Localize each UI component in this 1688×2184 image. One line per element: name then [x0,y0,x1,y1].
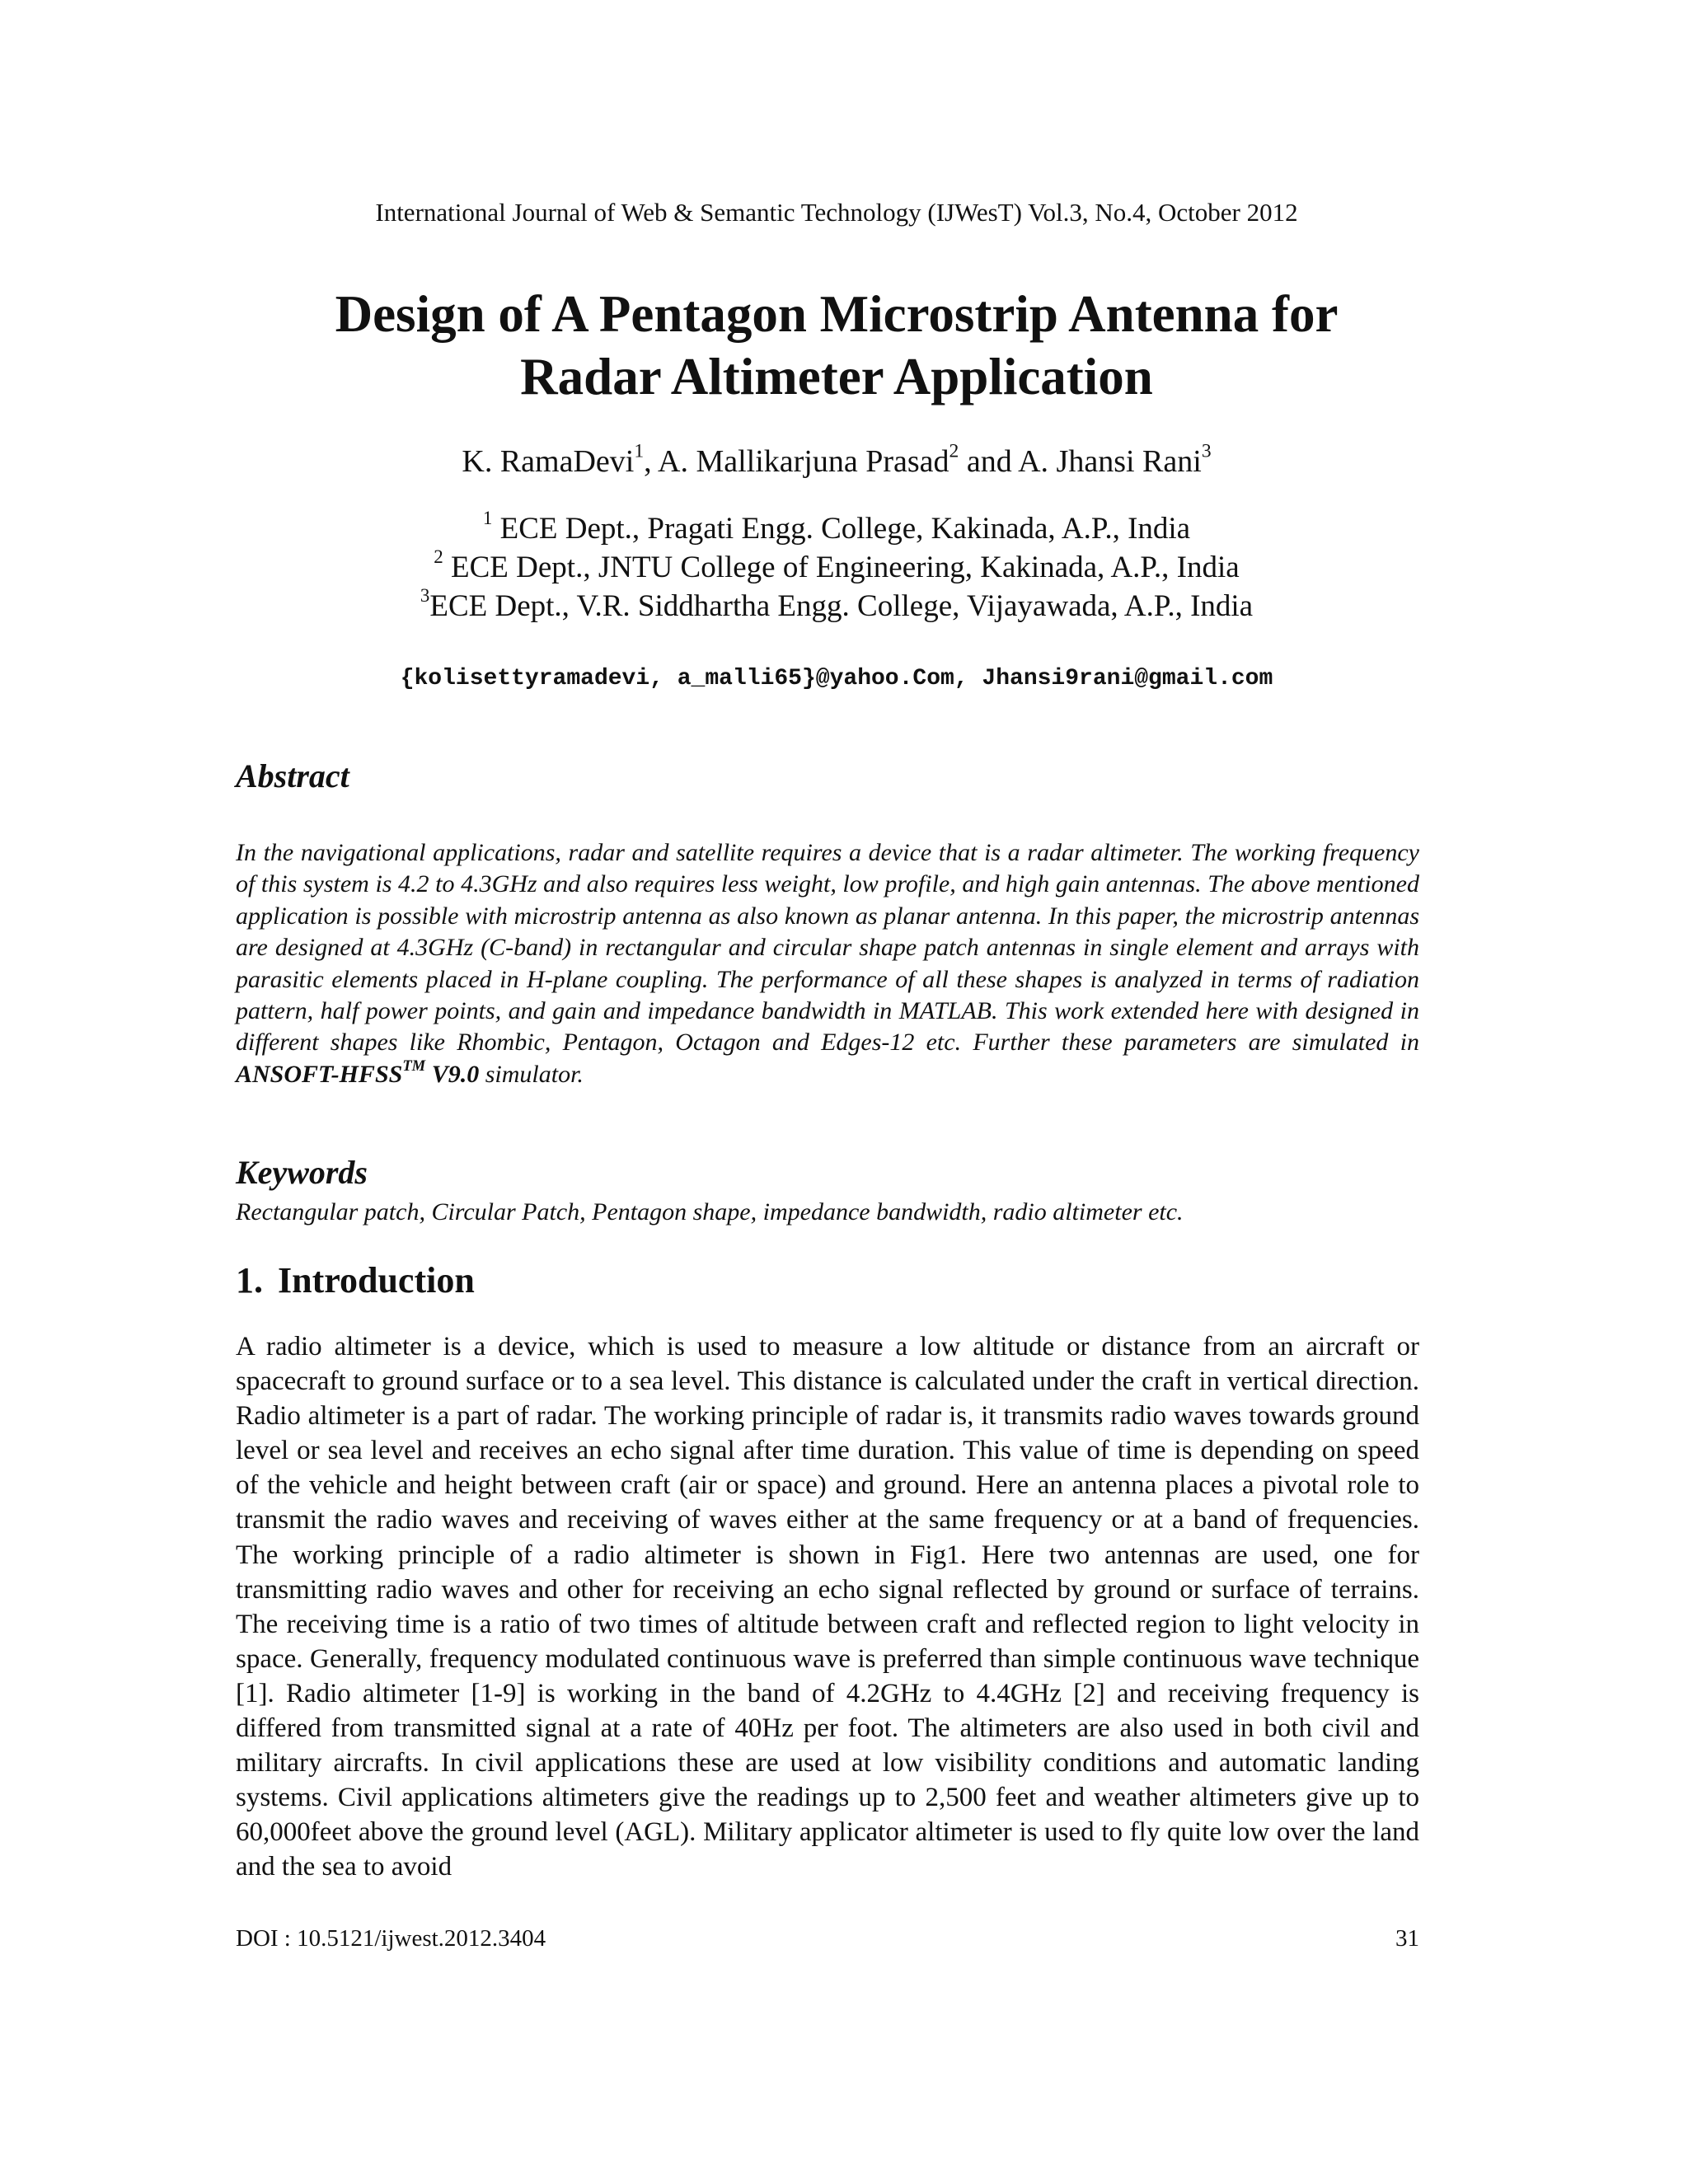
section-heading [236,1259,475,1301]
abstract-tool-name: ANSOFT-HFSS [236,1060,403,1088]
journal-header: International Journal of Web & Semantic Technology (IJWesT) Vol.3, No.4, October 2012 [375,198,1298,227]
abstract-tail: simulator. [485,1060,584,1088]
affiliation-list [0,509,1673,626]
author-affil-marker: 2 [949,440,959,462]
page-footer [236,1925,1419,1952]
author-name: A. Mallikarjuna Prasad [658,444,950,479]
abstract-tool-sup: TM [402,1057,426,1075]
abstract-heading: Abstract [236,757,349,794]
author-separator: , [644,444,659,479]
abstract-body: In the navigational applications, radar and satellite requires a device that is a radar altimeter. The working frequency of this system is 4.2 to 4.3GHz and also requires less weight, low profile, and high gain antennas. The above mentioned application is possible with microstrip antenna as also known as planar antenna. In this paper, the microstrip antennas are designed at 4.3GHz (C-band) in rectangular and circular shape patch antennas in single element and arrays with parasitic elements placed in H-plane coupling. The performance of all these shapes is analyzed in terms of radiation pattern, half power points, and gain and impedance bandwidth in MATLAB. This work extended here with designed in different shapes like Rhombic, Pentagon, Octagon and Edges-12 etc. Further these parameters are simulated in [236,839,1419,1057]
section-title: Introduction [278,1260,475,1301]
title-line-2: Radar Altimeter Application [520,348,1153,405]
affil-text: ECE Dept., V.R. Siddhartha Engg. College, Vijayawada, A.P., India [429,589,1254,623]
section-number: 1. [236,1260,263,1301]
paper-title [0,283,1673,408]
author-separator: and [959,444,1019,479]
keywords-heading: Keywords [236,1154,368,1191]
author-name: K. RamaDevi [462,444,635,479]
page-number: 31 [1395,1925,1419,1952]
affil-text: ECE Dept., JNTU College of Engineering, Kakinada, A.P., India [451,551,1240,584]
affil-marker: 3 [420,584,430,606]
author-affil-marker: 1 [634,440,645,462]
affil-marker: 2 [434,546,443,567]
author-emails: {kolisettyramadevi, a_malli65}@yahoo.Com, Jhansi9rani@gmail.com [400,666,1273,691]
author-name: A. Jhansi Rani [1018,444,1202,479]
affiliation [0,548,1673,587]
affil-text: ECE Dept., Pragati Engg. College, Kakinada, A.P., India [499,512,1191,546]
abstract-text [236,837,1419,1090]
author-list [0,440,1673,480]
title-line-1: Design of A Pentagon Microstrip Antenna for [335,285,1339,343]
abstract-tool-version: V9.0 [431,1060,480,1088]
affiliation [0,584,1673,626]
keywords-text: Rectangular patch, Circular Patch, Pentagon shape, impedance bandwidth, radio altimeter etc. [236,1198,1184,1226]
author-affil-marker: 3 [1201,440,1212,462]
introduction-text: A radio altimeter is a device, which is used to measure a low altitude or distance from an aircraft or spacecraft to ground surface or to a sea level. This distance is calculated under the craft in vertical direction. Radio altimeter is a part of radar. The working principle of radar is, it transmits radio waves towards ground level or sea level and receives an echo signal after time duration. This value of time is depending on speed of the vehicle and height between craft (air or space) and ground. Here an antenna places a pivotal role to transmit the radio waves and receiving of waves either at the same frequency or at a band of frequencies. The working principle of a radio altimeter is shown in Fig1. Here two antennas are used, one for transmitting radio waves and other for receiving an echo signal reflected by ground or surface of terrains. The receiving time is a ratio of two times of altitude between craft and reflected region to light velocity in space. Generally, frequency modulated continuous wave is preferred than simple continuous wave technique [1]. Radio altimeter [1-9] is working in the band of 4.2GHz to 4.4GHz [2] and receiving frequency is differed from transmitted signal at a rate of 40Hz per foot. The altimeters are also used in both civil and military aircrafts. In civil applications these are used at low visibility conditions and automatic landing systems. Civil applications altimeters give the readings up to 2,500 feet and weather altimeters give up to 60,000feet above the ground level (AGL). Military applicator altimeter is used to fly quite low over the land and the sea to avoid [236,1332,1419,1882]
doi-text: DOI : 10.5121/ijwest.2012.3404 [236,1925,546,1952]
affil-marker: 1 [482,507,493,528]
affiliation [0,509,1673,548]
